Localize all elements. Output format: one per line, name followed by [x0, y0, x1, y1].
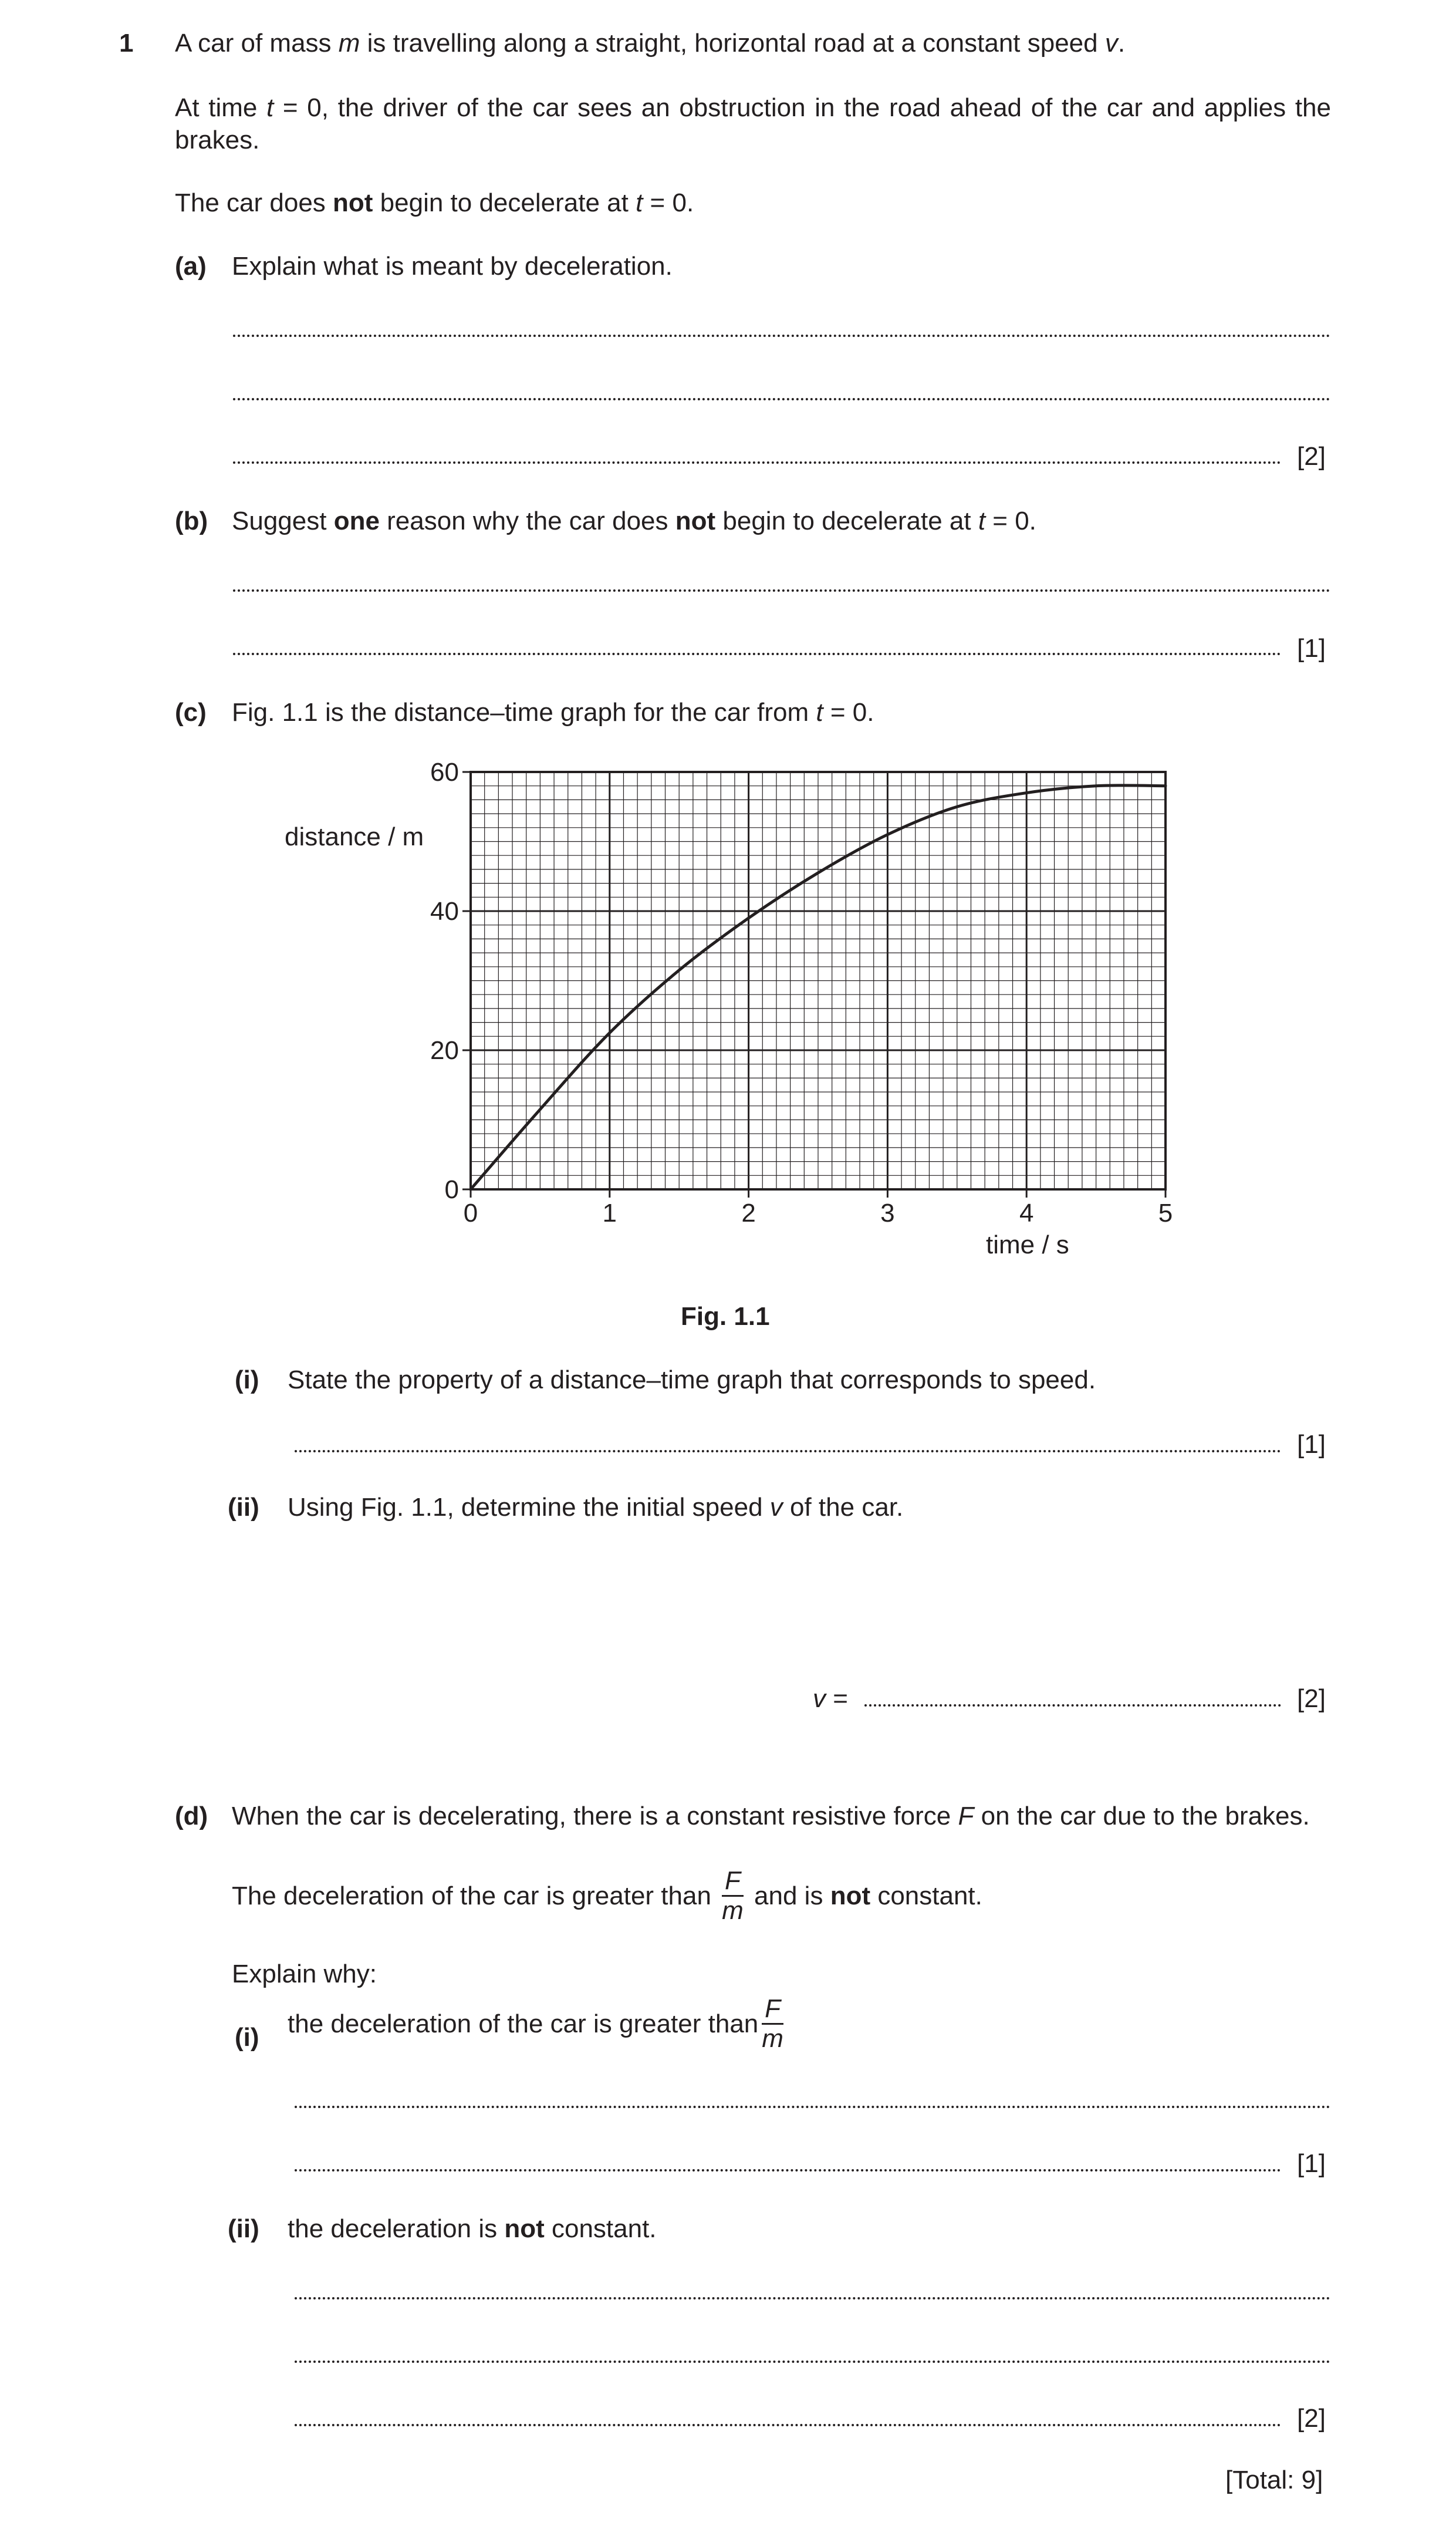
- part-b-bold-one: one: [333, 507, 380, 535]
- intro-3-bold-not: not: [333, 188, 373, 217]
- part-d-text-b: on the car due to the brakes.: [974, 1802, 1310, 1830]
- part-c-ii-answer-line[interactable]: [864, 1704, 1281, 1707]
- part-c-ii-text-a: Using Fig. 1.1, determine the initial speed: [288, 1493, 770, 1522]
- graph-tick-labels: [430, 758, 1173, 1228]
- part-c-i-text: State the property of a distance–time graph that corresponds to speed.: [288, 1365, 1096, 1394]
- part-d-i-label: (i): [235, 2023, 259, 2052]
- intro-1-text-a: A car of mass: [175, 29, 339, 58]
- part-c-ii-answer-prefix: [813, 1682, 848, 1715]
- part-d-label: (d): [175, 1802, 208, 1830]
- part-d-i-text-a: the deceleration of the car is greater than: [288, 2009, 759, 2038]
- part-d-ii-bold-not: not: [504, 2214, 545, 2243]
- part-d-i-answer-line-1[interactable]: [295, 2106, 1330, 2108]
- part-d-ii-answer-line-1[interactable]: [295, 2297, 1330, 2299]
- part-c-label: (c): [175, 698, 207, 727]
- part-c-ii-label: (ii): [228, 1493, 259, 1522]
- intro-3-var-t: t: [636, 188, 643, 217]
- part-a-label: (a): [175, 252, 207, 281]
- x-tick-label: 3: [880, 1199, 895, 1228]
- intro-1-text-b: is travelling along a straight, horizontal road at a constant speed: [360, 29, 1105, 58]
- intro-2-var-t: t: [266, 93, 274, 122]
- part-c-i-label: (i): [235, 1365, 259, 1394]
- part-d-ii-text: [288, 2213, 657, 2245]
- part-c-ii-text-b: of the car.: [782, 1493, 904, 1522]
- part-a-marks: [2]: [1297, 442, 1326, 471]
- x-tick-label: 0: [463, 1199, 478, 1228]
- part-c-ii-var-v: v: [769, 1493, 783, 1522]
- intro-2-text-b: = 0, the driver of the car sees an obstruction in the road ahead of the car and applies the brakes.: [175, 93, 1331, 154]
- part-d-i-answer-line-2[interactable]: [295, 2169, 1281, 2171]
- part-d-text-2b: and is: [746, 1881, 830, 1910]
- y-tick-label: 40: [430, 897, 459, 926]
- y-axis-label: distance / m: [285, 822, 424, 851]
- intro-1-text-c: .: [1117, 29, 1126, 58]
- fraction-denominator: m: [722, 1896, 744, 1925]
- total-marks: [Total: 9]: [1225, 2466, 1323, 2494]
- part-d-ii-marks: [2]: [1297, 2404, 1326, 2433]
- part-b-text-a: Suggest: [232, 507, 334, 535]
- part-b-text-b: reason why the car does: [379, 507, 675, 535]
- part-d-bold-not: not: [830, 1881, 871, 1910]
- part-d-text-2a: The deceleration of the car is greater than: [232, 1881, 719, 1910]
- intro-1-var-m: m: [338, 29, 360, 58]
- fraction-f-over-m: [722, 1868, 744, 1924]
- y-tick-label: 60: [430, 758, 459, 787]
- fraction-f-over-m-2: [762, 1996, 783, 2052]
- x-tick-label: 2: [741, 1199, 756, 1228]
- part-b-bold-not: not: [675, 507, 716, 535]
- x-tick-label: 1: [602, 1199, 617, 1228]
- part-d-var-f: F: [958, 1802, 974, 1830]
- part-c-text-a: Fig. 1.1 is the distance–time graph for the car from: [232, 698, 816, 727]
- part-c-ii-text: [288, 1491, 903, 1523]
- part-d-ii-text-a: the deceleration is: [288, 2214, 505, 2243]
- fraction-denominator-2: m: [762, 2024, 783, 2053]
- part-d-ii-answer-line-3[interactable]: [295, 2424, 1281, 2426]
- part-d-text: [232, 1800, 1331, 1832]
- intro-3-text-c: = 0.: [643, 188, 694, 217]
- part-a-text: Explain what is meant by deceleration.: [232, 252, 673, 281]
- part-d-text-2: [232, 1868, 982, 1924]
- part-b-marks: [1]: [1297, 634, 1326, 663]
- part-d-i-text: [288, 1996, 787, 2052]
- intro-3-text-a: The car does: [175, 188, 333, 217]
- x-tick-label: 4: [1019, 1199, 1034, 1228]
- part-d-ii-text-b: constant.: [544, 2214, 657, 2243]
- graph-minor-grid: [471, 772, 1166, 1189]
- part-d-ii-label: (ii): [228, 2214, 259, 2243]
- part-d-explain: Explain why:: [232, 1960, 377, 1988]
- part-c-text-b: = 0.: [823, 698, 874, 727]
- part-d-i-marks: [1]: [1297, 2149, 1326, 2178]
- figure-caption: Fig. 1.1: [681, 1302, 770, 1331]
- part-b-label: (b): [175, 507, 208, 535]
- y-tick-label: 20: [430, 1036, 459, 1065]
- x-axis-label: time / s: [986, 1230, 1069, 1259]
- part-b-text-c: begin to decelerate at: [715, 507, 978, 535]
- part-b-text-d: = 0.: [985, 507, 1036, 535]
- y-tick-label: 0: [444, 1175, 459, 1204]
- part-d-text-a: When the car is decelerating, there is a constant resistive force: [232, 1802, 958, 1830]
- intro-2-text-a: At time: [175, 93, 267, 122]
- part-d-text-2c: constant.: [870, 1881, 982, 1910]
- fraction-numerator: F: [722, 1868, 744, 1897]
- answer-equals: =: [826, 1684, 848, 1713]
- part-c-i-answer-line[interactable]: [295, 1450, 1281, 1452]
- part-c-i-marks: [1]: [1297, 1430, 1326, 1459]
- part-c-ii-marks: [2]: [1297, 1684, 1326, 1713]
- fraction-numerator-2: F: [762, 1996, 783, 2025]
- answer-var-v: v: [813, 1684, 826, 1713]
- question-number: 1: [119, 29, 134, 58]
- x-tick-label: 5: [1158, 1199, 1173, 1228]
- intro-3-text-b: begin to decelerate at: [373, 188, 636, 217]
- part-d-ii-answer-line-2[interactable]: [295, 2361, 1330, 2363]
- intro-1-var-v: v: [1104, 29, 1118, 58]
- part-b-var-t: t: [978, 507, 986, 535]
- part-c-var-t: t: [816, 698, 823, 727]
